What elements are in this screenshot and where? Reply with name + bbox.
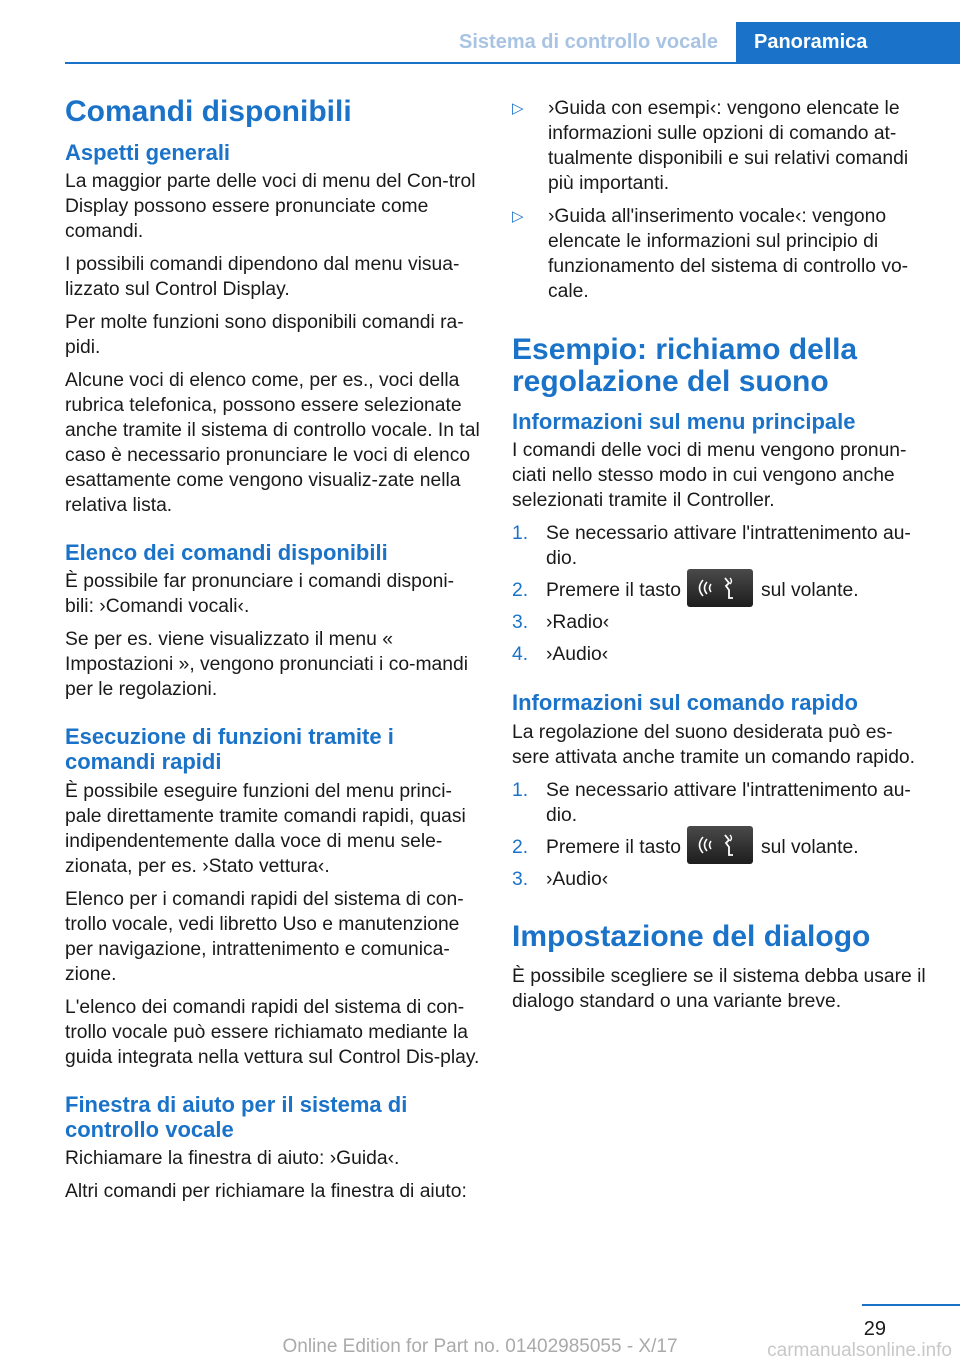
paragraph: La maggior parte delle voci di menu del Con-trol Display possono essere pronunciate come comandi. [65, 170, 476, 242]
paragraph: Se per es. viene visualizzato il menu « Impostazioni », vengono pronunciati i co-mandi per le regolazioni. [65, 629, 468, 701]
list-item: 3. ›Radio‹ [512, 612, 610, 634]
list-item: 2. Premere il tasto sul volante. [512, 578, 926, 603]
paragraph: Richiamare la finestra di aiuto: ›Guida‹. [65, 1148, 400, 1170]
left-column [65, 96, 480, 1212]
steps-list-quick [512, 778, 926, 892]
page-title: Comandi disponibili [65, 95, 352, 128]
paragraph: Alcune voci di elenco come, per es., voci della rubrica telefonica, possono essere selezionate anche tramite il sistema di controllo vocale. In tal caso è necessario pronunciare le voci di elenco esattamente come vengono visualiz-zate nella relativa lista. [65, 369, 480, 516]
list-item: 1. Se necessario attivare l'intrattenimento au-dio. [512, 523, 911, 570]
steps-list-main [512, 521, 926, 667]
paragraph: È possibile far pronunciare i comandi disponi-bili: ›Comandi vocali‹. [65, 571, 455, 618]
list-item: 2. Premere il tasto sul volante. [512, 835, 926, 860]
header-section-title: Sistema di controllo vocale [459, 31, 718, 53]
triangle-bullet-icon: ▷ [512, 208, 524, 225]
heading-quick-commands: Esecuzione di funzioni tramite i comandi rapidi [65, 724, 394, 775]
paragraph: Per molte funzioni sono disponibili comandi ra-pidi. [65, 311, 464, 358]
heading-main-menu: Informazioni sul menu principale [512, 409, 856, 434]
paragraph: I comandi delle voci di menu vengono pronun-ciati nello stesso modo in cui vengono anche selezionati tramite il Controller. [512, 440, 907, 512]
paragraph: È possibile eseguire funzioni del menu princi-pale direttamente tramite comandi rapidi, quasi indipendentemente dalla voce di menu sele-zionata, per es. ›Stato vettura‹. [65, 780, 466, 877]
list-item: 4. ›Audio‹ [512, 644, 609, 666]
paragraph: I possibili comandi dipendono dal menu visua-lizzato sul Control Display. [65, 253, 460, 300]
footer-edition: Online Edition for Part no. 01402985055 - X/17 [282, 1336, 678, 1357]
paragraph: L'elenco dei comandi rapidi del sistema di con-trollo vocale può essere richiamato mediante la guida integrata nella vettura sul Control Dis-play. [65, 996, 480, 1068]
list-item: 1. Se necessario attivare l'intrattenimento au-dio. [512, 779, 911, 826]
page-number-rule [862, 1304, 960, 1306]
voice-command-key-icon [687, 569, 753, 607]
list-item: ▷ ›Guida all'inserimento vocale‹: vengono elencate le informazioni sul principio di funzionamento del sistema di controllo vo-cale. [512, 206, 909, 302]
list-item: ▷ ›Guida con esempi‹: vengono elencate le informazioni sulle opzioni di comando at-tualmente disponibili e sui relativi comandi più importanti. [512, 98, 909, 194]
watermark: carmanualsonline.info [767, 1340, 952, 1361]
page-number: 29 [863, 1318, 886, 1340]
voice-command-key-icon [687, 826, 753, 864]
header-rule [65, 62, 960, 64]
section-title-dialog: Impostazione del dialogo [512, 919, 871, 953]
triangle-bullet-icon: ▷ [512, 100, 524, 117]
header-tab: Panoramica [736, 22, 960, 63]
paragraph: È possibile scegliere se il sistema debba usare il dialogo standard o una variante breve. [512, 966, 926, 1013]
section-title-sound: Esempio: richiamo della regolazione del suono [512, 333, 858, 398]
right-column [512, 96, 926, 1022]
heading-help-window: Finestra di aiuto per il sistema di controllo vocale [65, 1091, 408, 1142]
help-bullet-list [512, 96, 926, 304]
paragraph: Altri comandi per richiamare la finestra di aiuto: [65, 1181, 467, 1203]
heading-general: Aspetti generali [65, 139, 231, 165]
paragraph: La regolazione del suono desiderata può es-sere attivata anche tramite un comando rapido. [512, 721, 915, 768]
paragraph: Elenco per i comandi rapidi del sistema di con-trollo vocale, vedi libretto Uso e manutenzione per navigazione, intrattenimento e comunica-zione. [65, 888, 464, 985]
list-item: 3. ›Audio‹ [512, 868, 609, 890]
heading-command-list: Elenco dei comandi disponibili [65, 539, 388, 565]
heading-quick-command: Informazioni sul comando rapido [512, 690, 858, 716]
